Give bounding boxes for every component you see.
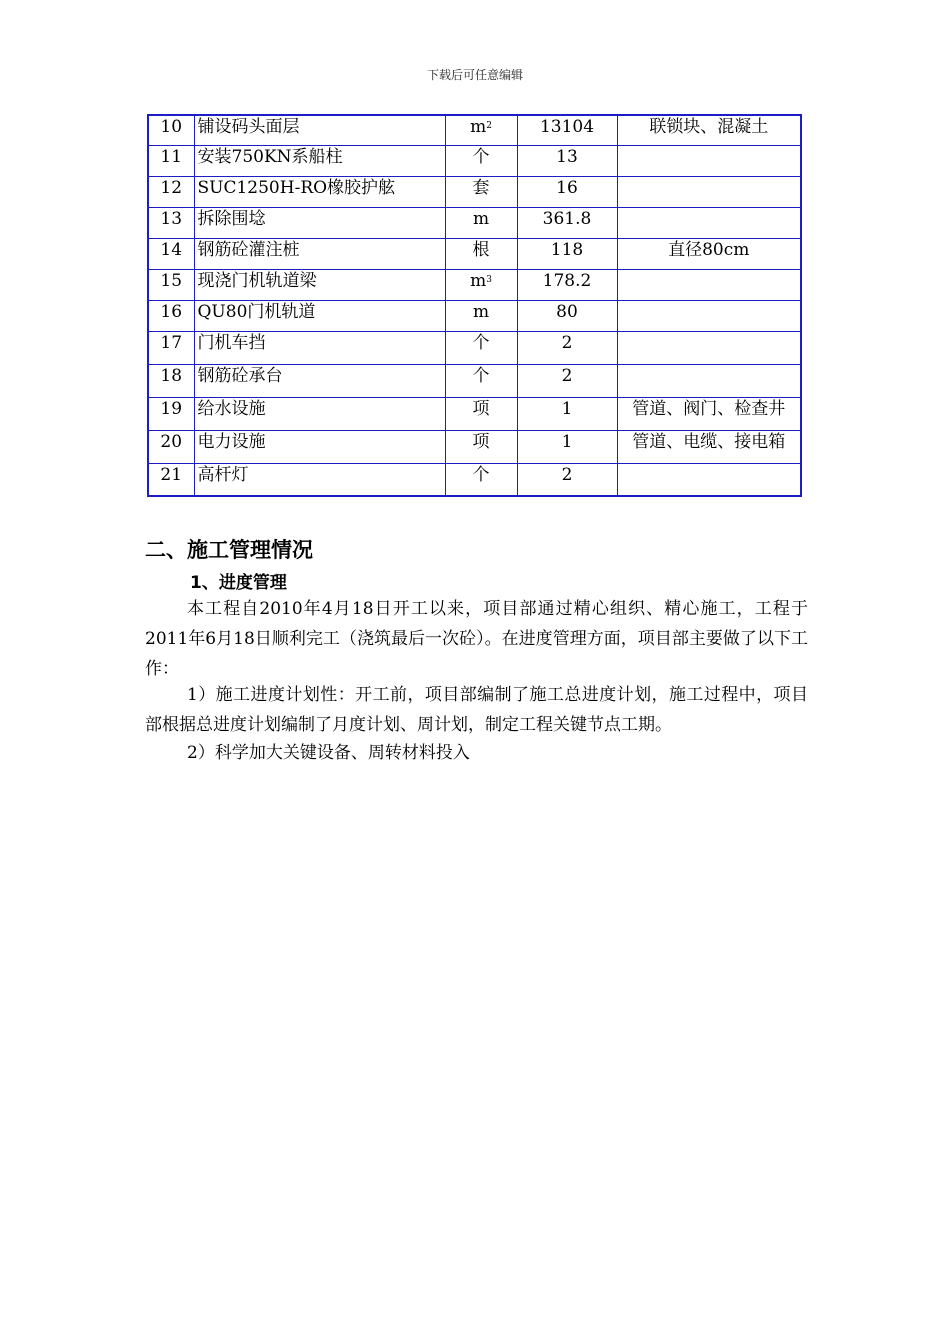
section-title: 二、施工管理情况 xyxy=(145,538,313,562)
unit-cell xyxy=(445,115,517,145)
quantity-cell-text: 178.2 xyxy=(542,270,592,291)
remark-cell-text: 联锁块、混凝土 xyxy=(649,117,769,137)
quantity-cell-text: 13 xyxy=(556,146,578,167)
quantity-cell-text: 13104 xyxy=(539,117,595,137)
unit-cell-text: 项 xyxy=(472,431,490,452)
paragraph: 本工程自2010年4月18日开工以来，项目部通过精心组织、精心施工，工程于2011年6月18日顺利完工（浇筑最后一次砼）。在进度管理方面，项目部主要做了以下工作： xyxy=(145,599,808,679)
item-name-cell-text: 钢筋砼承台 xyxy=(197,365,283,386)
item-name-cell xyxy=(194,331,445,364)
unit-cell xyxy=(445,397,517,430)
unit-cell-text: 项 xyxy=(472,398,490,419)
unit-cell xyxy=(445,463,517,496)
row-number-cell xyxy=(148,238,194,269)
row-number-cell xyxy=(148,463,194,496)
quantity-cell-text: 2 xyxy=(561,332,573,353)
unit-cell-text: m xyxy=(470,117,487,137)
item-name-cell-text: 门机车挡 xyxy=(197,332,266,353)
quantity-cell-text: 2 xyxy=(561,365,573,386)
item-name-cell xyxy=(194,238,445,269)
item-name-cell xyxy=(194,176,445,207)
unit-cell-text: 个 xyxy=(472,332,490,353)
row-number-cell xyxy=(148,269,194,300)
quantity-cell-text: 1 xyxy=(561,431,573,452)
table-row xyxy=(148,300,801,331)
page-header-note: 下载后可任意编辑 xyxy=(426,68,523,82)
quantity-cell xyxy=(517,176,617,207)
paragraph: 2）科学加大关键设备、周转材料投入 xyxy=(187,743,470,763)
quantity-cell-text: 118 xyxy=(550,239,584,260)
item-name-cell xyxy=(194,269,445,300)
unit-cell xyxy=(445,176,517,207)
remark-cell-text: 管道、电缆、接电箱 xyxy=(632,431,786,452)
item-name-cell-text: 高杆灯 xyxy=(197,464,249,485)
table-row xyxy=(148,238,801,269)
remark-cell xyxy=(617,176,801,207)
item-name-cell-text: 安装750KN系船柱 xyxy=(197,146,343,167)
row-number-cell xyxy=(148,176,194,207)
unit-cell-text: m xyxy=(472,208,490,229)
row-number-cell-text: 13 xyxy=(160,208,183,229)
item-name-cell-text: 铺设码头面层 xyxy=(197,117,300,137)
table-row xyxy=(148,269,801,300)
quantity-cell-text: 16 xyxy=(556,177,578,198)
table-row xyxy=(148,115,801,145)
item-name-cell-text: 电力设施 xyxy=(197,431,266,452)
item-name-cell-text: QU80门机轨道 xyxy=(197,301,316,322)
quantity-table xyxy=(147,114,802,497)
row-number-cell-text: 21 xyxy=(160,464,183,485)
remark-cell-text: 管道、阀门、检查井 xyxy=(632,398,786,419)
paragraph: 1）施工进度计划性：开工前，项目部编制了施工总进度计划，施工过程中，项目部根据总进度计划编制了月度计划、周计划，制定工程关键节点工期。 xyxy=(145,685,808,735)
unit-cell-text: 个 xyxy=(472,146,490,167)
remark-cell xyxy=(617,430,801,463)
item-name-cell xyxy=(194,463,445,496)
table-row xyxy=(148,463,801,496)
row-number-cell xyxy=(148,207,194,238)
table-row xyxy=(148,364,801,397)
table-row xyxy=(148,145,801,176)
unit-cell-text: 套 xyxy=(472,177,490,198)
item-name-cell-text: 现浇门机轨道梁 xyxy=(197,270,317,291)
unit-cell-text: m xyxy=(470,270,487,291)
unit-cell xyxy=(445,364,517,397)
quantity-cell xyxy=(517,238,617,269)
row-number-cell-text: 20 xyxy=(160,431,183,452)
row-number-cell xyxy=(148,331,194,364)
row-number-cell-text: 17 xyxy=(160,332,183,353)
row-number-cell-text: 10 xyxy=(160,117,183,137)
quantity-cell xyxy=(517,269,617,300)
unit-cell-text: 个 xyxy=(472,365,490,386)
table-row xyxy=(148,331,801,364)
unit-cell-text: 根 xyxy=(472,239,490,260)
quantity-cell xyxy=(517,145,617,176)
row-number-cell-text: 16 xyxy=(160,301,183,322)
item-name-cell-text: SUC1250H-RO橡胶护舷 xyxy=(197,177,396,198)
unit-cell xyxy=(445,238,517,269)
remark-cell xyxy=(617,463,801,496)
table-row xyxy=(148,397,801,430)
row-number-cell-text: 19 xyxy=(160,398,183,419)
unit-cell xyxy=(445,269,517,300)
item-name-cell xyxy=(194,397,445,430)
quantity-cell-text: 361.8 xyxy=(542,208,592,229)
row-number-cell xyxy=(148,300,194,331)
row-number-cell-text: 12 xyxy=(160,177,183,198)
quantity-cell xyxy=(517,364,617,397)
row-number-cell-text: 11 xyxy=(160,146,183,167)
item-name-cell-text: 给水设施 xyxy=(197,398,266,419)
unit-cell xyxy=(445,430,517,463)
unit-cell-text: 个 xyxy=(472,464,490,485)
row-number-cell xyxy=(148,364,194,397)
remark-cell xyxy=(617,238,801,269)
remark-cell xyxy=(617,145,801,176)
quantity-cell-text: 80 xyxy=(556,301,578,322)
quantity-cell xyxy=(517,397,617,430)
subsection-title: 1、进度管理 xyxy=(190,573,287,593)
item-name-cell xyxy=(194,300,445,331)
remark-cell xyxy=(617,269,801,300)
quantity-cell-text: 1 xyxy=(561,398,573,419)
remark-cell xyxy=(617,207,801,238)
unit-cell xyxy=(445,331,517,364)
unit-cell xyxy=(445,145,517,176)
item-name-cell xyxy=(194,430,445,463)
item-name-cell-text: 拆除围埝 xyxy=(197,208,266,229)
unit-cell xyxy=(445,300,517,331)
remark-cell xyxy=(617,300,801,331)
unit-superscript: 2 xyxy=(486,121,492,131)
remark-cell-text: 直径80cm xyxy=(668,239,750,260)
table-row xyxy=(148,430,801,463)
quantity-cell xyxy=(517,430,617,463)
row-number-cell-text: 14 xyxy=(160,239,183,260)
remark-cell xyxy=(617,115,801,145)
row-number-cell-text: 18 xyxy=(160,365,183,386)
unit-superscript: 3 xyxy=(486,274,492,285)
unit-cell-text: m xyxy=(472,301,490,322)
row-number-cell xyxy=(148,115,194,145)
quantity-cell-text: 2 xyxy=(561,464,573,485)
row-number-cell-text: 15 xyxy=(160,270,183,291)
unit-cell xyxy=(445,207,517,238)
quantity-cell xyxy=(517,463,617,496)
item-name-cell xyxy=(194,115,445,145)
remark-cell xyxy=(617,364,801,397)
quantity-cell xyxy=(517,207,617,238)
row-number-cell xyxy=(148,397,194,430)
quantity-cell xyxy=(517,331,617,364)
table-row xyxy=(148,207,801,238)
row-number-cell xyxy=(148,430,194,463)
table-row xyxy=(148,176,801,207)
item-name-cell-text: 钢筋砼灌注桩 xyxy=(197,239,300,260)
quantity-cell xyxy=(517,300,617,331)
row-number-cell xyxy=(148,145,194,176)
quantity-cell xyxy=(517,115,617,145)
remark-cell xyxy=(617,331,801,364)
item-name-cell xyxy=(194,207,445,238)
remark-cell xyxy=(617,397,801,430)
item-name-cell xyxy=(194,145,445,176)
item-name-cell xyxy=(194,364,445,397)
